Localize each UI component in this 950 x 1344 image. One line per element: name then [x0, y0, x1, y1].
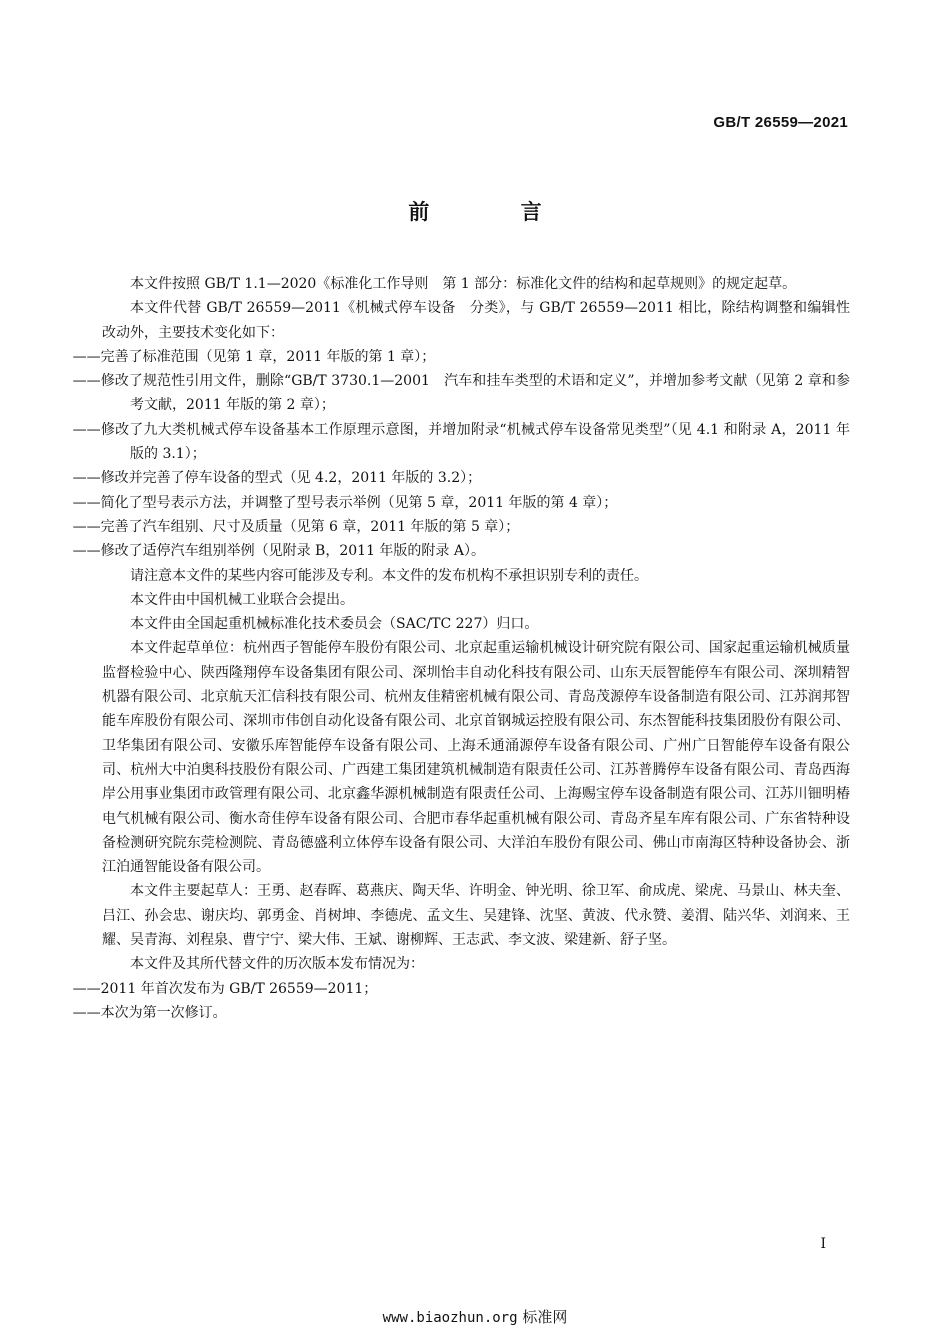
change-item: ——完善了标准范围（见第 1 章，2011 年版的第 1 章）； — [72, 348, 436, 365]
standard-number: GB/T 26559—2021 — [713, 114, 848, 131]
paragraph-replaces: 本文件代替 GB/T 26559—2011《机械式停车设备 分类》，与 GB/T 26559—2011 相比，除结构调整和编辑性改动外，主要技术变化如下： — [102, 300, 850, 341]
change-item: ——修改了九大类机械式停车设备基本工作原理示意图，并增加附录“机械式停车设备常见类型”（见 4.1 和附录 A，2011 年版的 3.1）； — [72, 421, 850, 463]
history-item: ——2011 年首次发布为 GB/T 26559—2011； — [72, 980, 378, 997]
page-title: 前 言 — [408, 200, 584, 224]
page-number: I — [820, 1236, 826, 1252]
paragraph-patent-notice: 请注意本文件的某些内容可能涉及专利。本文件的发布机构不承担识别专利的责任。 — [130, 567, 648, 584]
paragraph-history-intro: 本文件及其所代替文件的历次版本发布情况为： — [130, 956, 424, 973]
change-item: ——简化了型号表示方法，并调整了型号表示举例（见第 5 章，2011 年版的第 4 章）； — [72, 494, 618, 511]
paragraph-drafting-rules: 本文件按照 GB/T 1.1—2020《标准化工作导则 第 1 部分：标准化文件的结构和起草规则》的规定起草。 — [130, 276, 797, 292]
footer-watermark — [0, 1306, 950, 1327]
change-item: ——修改并完善了停车设备的型式（见 4.2，2011 年版的 3.2）； — [72, 470, 482, 487]
paragraph-under-jurisdiction: 本文件由全国起重机械标准化技术委员会（SAC/TC 227）归口。 — [130, 616, 539, 633]
footer-site-name: 标准网 — [522, 1308, 568, 1326]
history-item: ——本次为第一次修订。 — [72, 1004, 227, 1021]
paragraph-drafters: 本文件主要起草人：王勇、赵春晖、葛燕庆、陶天华、许明金、钟光明、徐卫军、俞成虎、梁虎、马景山、林夫奎、吕江、孙会忠、谢庆均、郭勇金、肖树坤、李德虎、孟文生、吴建锋、沈坚、黄波、代永赞、姜渭、陆兴华、刘润来、王耀、吴青海、刘程泉、曹宁宁、梁大伟、王斌、谢柳辉、王志武、李文波、梁建新、舒子坚。 — [102, 883, 850, 949]
document-body — [72, 272, 850, 1025]
change-item: ——修改了规范性引用文件，删除“GB/T 3730.1—2001 汽车和挂车类型的术语和定义”，并增加参考文献（见第 2 章和参考文献，2011 年版的第 2 章）； — [72, 373, 850, 414]
change-item: ——修改了适停汽车组别举例（见附录 B，2011 年版的附录 A）。 — [72, 543, 485, 560]
change-item: ——完善了汽车组别、尺寸及质量（见第 6 章，2011 年版的第 5 章）； — [72, 518, 520, 535]
paragraph-proposed-by: 本文件由中国机械工业联合会提出。 — [130, 591, 354, 608]
footer-url[interactable]: www.biaozhun.org — [382, 1310, 518, 1326]
paragraph-drafting-units: 本文件起草单位：杭州西子智能停车股份有限公司、北京起重运输机械设计研究院有限公司、国家起重运输机械质量监督检验中心、陕西隆翔停车设备集团有限公司、深圳怡丰自动化科技有限公司、山东天辰智能停车有限公司、深圳精智机器有限公司、北京航天汇信科技有限公司、杭州友佳精密机械有限公司、青岛茂源停车设备制造有限公司、江苏润邦智能车库股份有限公司、深圳市伟创自动化设备有限公司、北京首钢城运控股有限公司、东杰智能科技集团股份有限公司、卫华集团有限公司、安徽乐库智能停车设备有限公司、上海禾通涌源停车设备有限公司、广州广日智能停车设备有限公司、杭州大中泊奥科技股份有限公司、广西建工集团建筑机械制造有限责任公司、江苏普腾停车设备有限公司、青岛西海岸公用事业集团市政管理有限公司、北京鑫华源机械制造有限责任公司、上海赐宝停车设备制造有限公司、江苏川钿明椿电气机械有限公司、衡水奇佳停车设备有限公司、合肥市春华起重机械有限公司、青岛齐星车库有限公司、广东省特种设备检测研究院东莞检测院、青岛德盛利立体停车设备有限公司、大洋泊车股份有限公司、佛山市南海区特种设备协会、浙江泊通智能设备有限公司。 — [102, 640, 850, 876]
